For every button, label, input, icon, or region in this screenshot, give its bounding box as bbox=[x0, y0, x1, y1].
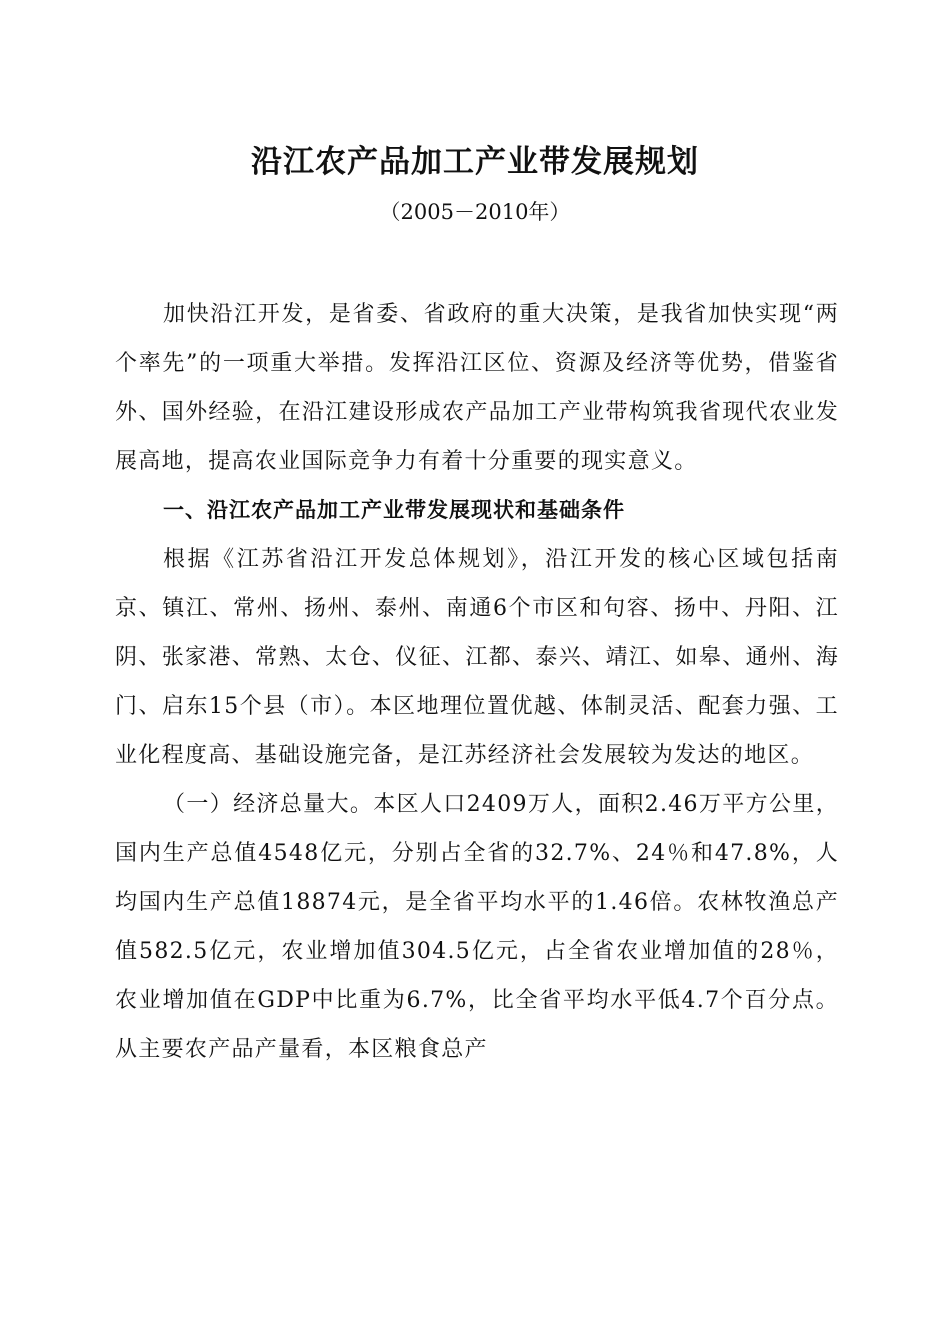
body-paragraph: 根据《江苏省沿江开发总体规划》，沿江开发的核心区域包括南京、镇江、常州、扬州、泰州、南通6个市区和句容、扬中、丹阳、江阴、张家港、常熟、太仓、仪征、江都、泰兴、靖江、如皋、通州、海门、启东15个县（市）。本区地理位置优越、体制灵活、配套力强、工业化程度高、基础设施完备，是江苏经济社会发展较为发达的地区。 bbox=[115, 547, 839, 768]
intro-paragraph: 加快沿江开发，是省委、省政府的重大决策，是我省加快实现“两个率先”的一项重大举措。发挥沿江区位、资源及经济等优势，借鉴省外、国外经验，在沿江建设形成农产品加工产业带构筑我省现代农业发展高地，提高农业国际竞争力有着十分重要的现实意义。 bbox=[115, 302, 839, 474]
document-title: 沿江农产品加工产业带发展规划 bbox=[251, 144, 699, 180]
document-subtitle: （2005－2010年） bbox=[379, 200, 571, 224]
section-heading: 一、沿江农产品加工产业带发展现状和基础条件 bbox=[163, 498, 625, 522]
document-body bbox=[115, 290, 839, 1074]
body-paragraph: （一）经济总量大。本区人口2409万人，面积2.46万平方公里，国内生产总值4548亿元，分别占全省的32.7%、24％和47.8%，人均国内生产总值18874元，是全省平均水平的1.46倍。农林牧渔总产值582.5亿元，农业增加值304.5亿元，占全省农业增加值的28％，农业增加值在GDP中比重为6.7%，比全省平均水平低4.7个百分点。从主要农产品产量看，本区粮食总产 bbox=[115, 792, 839, 1062]
